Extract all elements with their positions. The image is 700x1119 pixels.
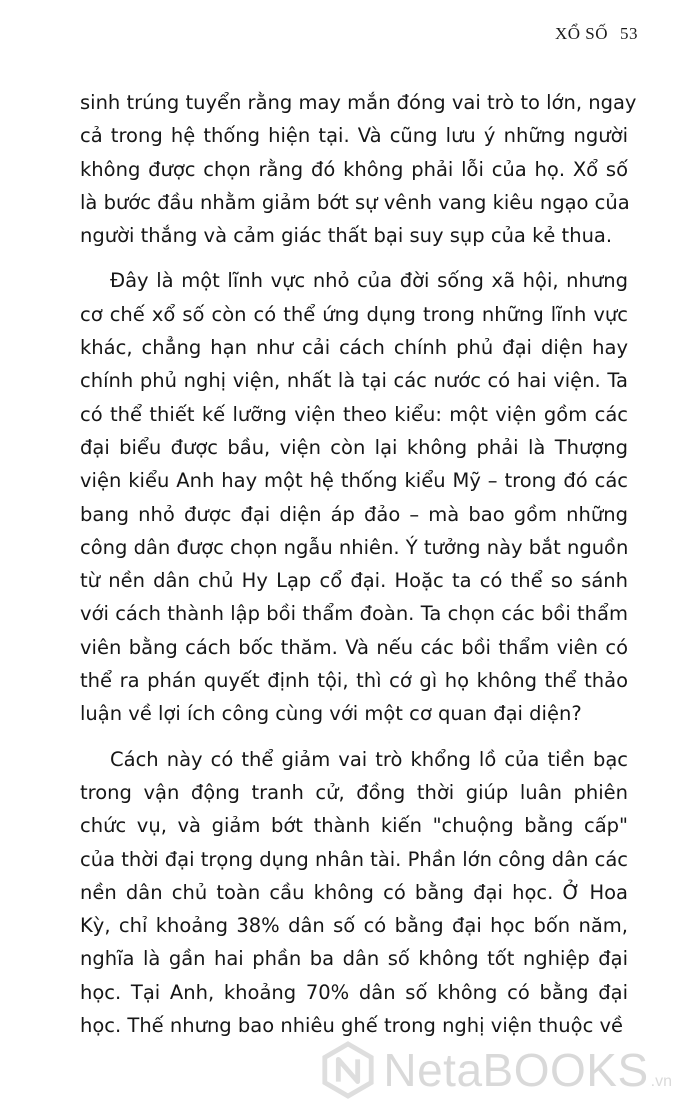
- watermark-text: NetaBOOKS: [383, 1044, 649, 1096]
- text-line: Kỳ, chỉ khoảng 38% dân số có bằng đại học bốn năm,: [80, 914, 628, 938]
- text-line: cả trong hệ thống hiện tại. Và cũng lưu ý những người: [80, 124, 628, 148]
- text-line: từ nền dân chủ Hy Lạp cổ đại. Hoặc ta có thể so sánh: [80, 569, 628, 593]
- paragraph: [80, 264, 628, 730]
- text-line: đại biểu được bầu, viện còn lại không phải là Thượng: [80, 435, 628, 459]
- text-line: chính phủ nghị viện, nhất là tại các nước có hai viện. Ta: [80, 369, 628, 393]
- watermark-suffix: .vn: [650, 1073, 672, 1090]
- text-line: bang nhỏ được đại diện áp đảo – mà bao gồm những: [80, 502, 628, 526]
- text-line: học. Tại Anh, khoảng 70% dân số không có bằng đại: [80, 980, 628, 1004]
- text-line: công dân được chọn ngẫu nhiên. Ý tưởng này bắt nguồn: [80, 535, 629, 559]
- text-line: có thể thiết kế lưỡng viện theo kiểu: một viện gồm các: [80, 402, 628, 426]
- text-line: người thắng và cảm giác thất bại suy sụp của kẻ thua.: [80, 224, 613, 248]
- body-text: [80, 86, 637, 1042]
- paragraph: [80, 743, 628, 1043]
- text-line: Cách này có thể giảm vai trò khổng lồ của tiền bạc: [110, 747, 628, 771]
- text-line: của thời đại trọng dụng nhân tài. Phần lớn công dân các: [80, 847, 628, 871]
- text-line: Đây là một lĩnh vực nhỏ của đời sống xã hội, nhưng: [110, 269, 628, 293]
- text-line: chức vụ, và giảm bớt thành kiến "chuộng bằng cấp": [80, 814, 628, 838]
- chapter-title: XỔ SỐ: [554, 24, 608, 43]
- text-line: trong vận động tranh cử, đồng thời giúp luân phiên: [80, 780, 628, 804]
- paragraph: [80, 86, 637, 252]
- watermark: [319, 1041, 672, 1099]
- text-line: luận về lợi ích công cùng với một cơ quan đại diện?: [80, 702, 582, 726]
- page-number: 53: [620, 24, 638, 43]
- text-line: viên bằng cách bốc thăm. Và nếu các bồi thẩm viên có: [80, 635, 628, 659]
- text-line: nghĩa là gần hai phần ba dân số không tốt nghiệp đại: [80, 947, 628, 971]
- text-line: học. Thế nhưng bao nhiêu ghế trong nghị viện thuộc về: [80, 1014, 624, 1038]
- text-line: cơ chế xổ số còn có thể ứng dụng trong những lĩnh vực: [80, 302, 628, 326]
- netabooks-logo-icon: [319, 1041, 377, 1099]
- text-line: thể ra phán quyết định tội, thì cớ gì họ không thể thảo: [80, 669, 628, 693]
- running-header: [555, 24, 638, 44]
- text-line: nền dân chủ toàn cầu không có bằng đại học. Ở Hoa: [80, 880, 628, 904]
- text-line: với cách thành lập bồi thẩm đoàn. Ta chọn các bồi thẩm: [80, 602, 628, 626]
- text-line: sinh trúng tuyển rằng may mắn đóng vai trò to lớn, ngay: [80, 91, 637, 114]
- text-line: là bước đầu nhằm giảm bớt sự vênh vang kiêu ngạo của: [80, 190, 630, 214]
- text-line: không được chọn rằng đó không phải lỗi của họ. Xổ số: [80, 157, 628, 181]
- text-line: khác, chẳng hạn như cải cách chính phủ đại diện hay: [80, 336, 628, 360]
- text-line: viện kiểu Anh hay một hệ thống kiểu Mỹ – trong đó các: [80, 469, 628, 493]
